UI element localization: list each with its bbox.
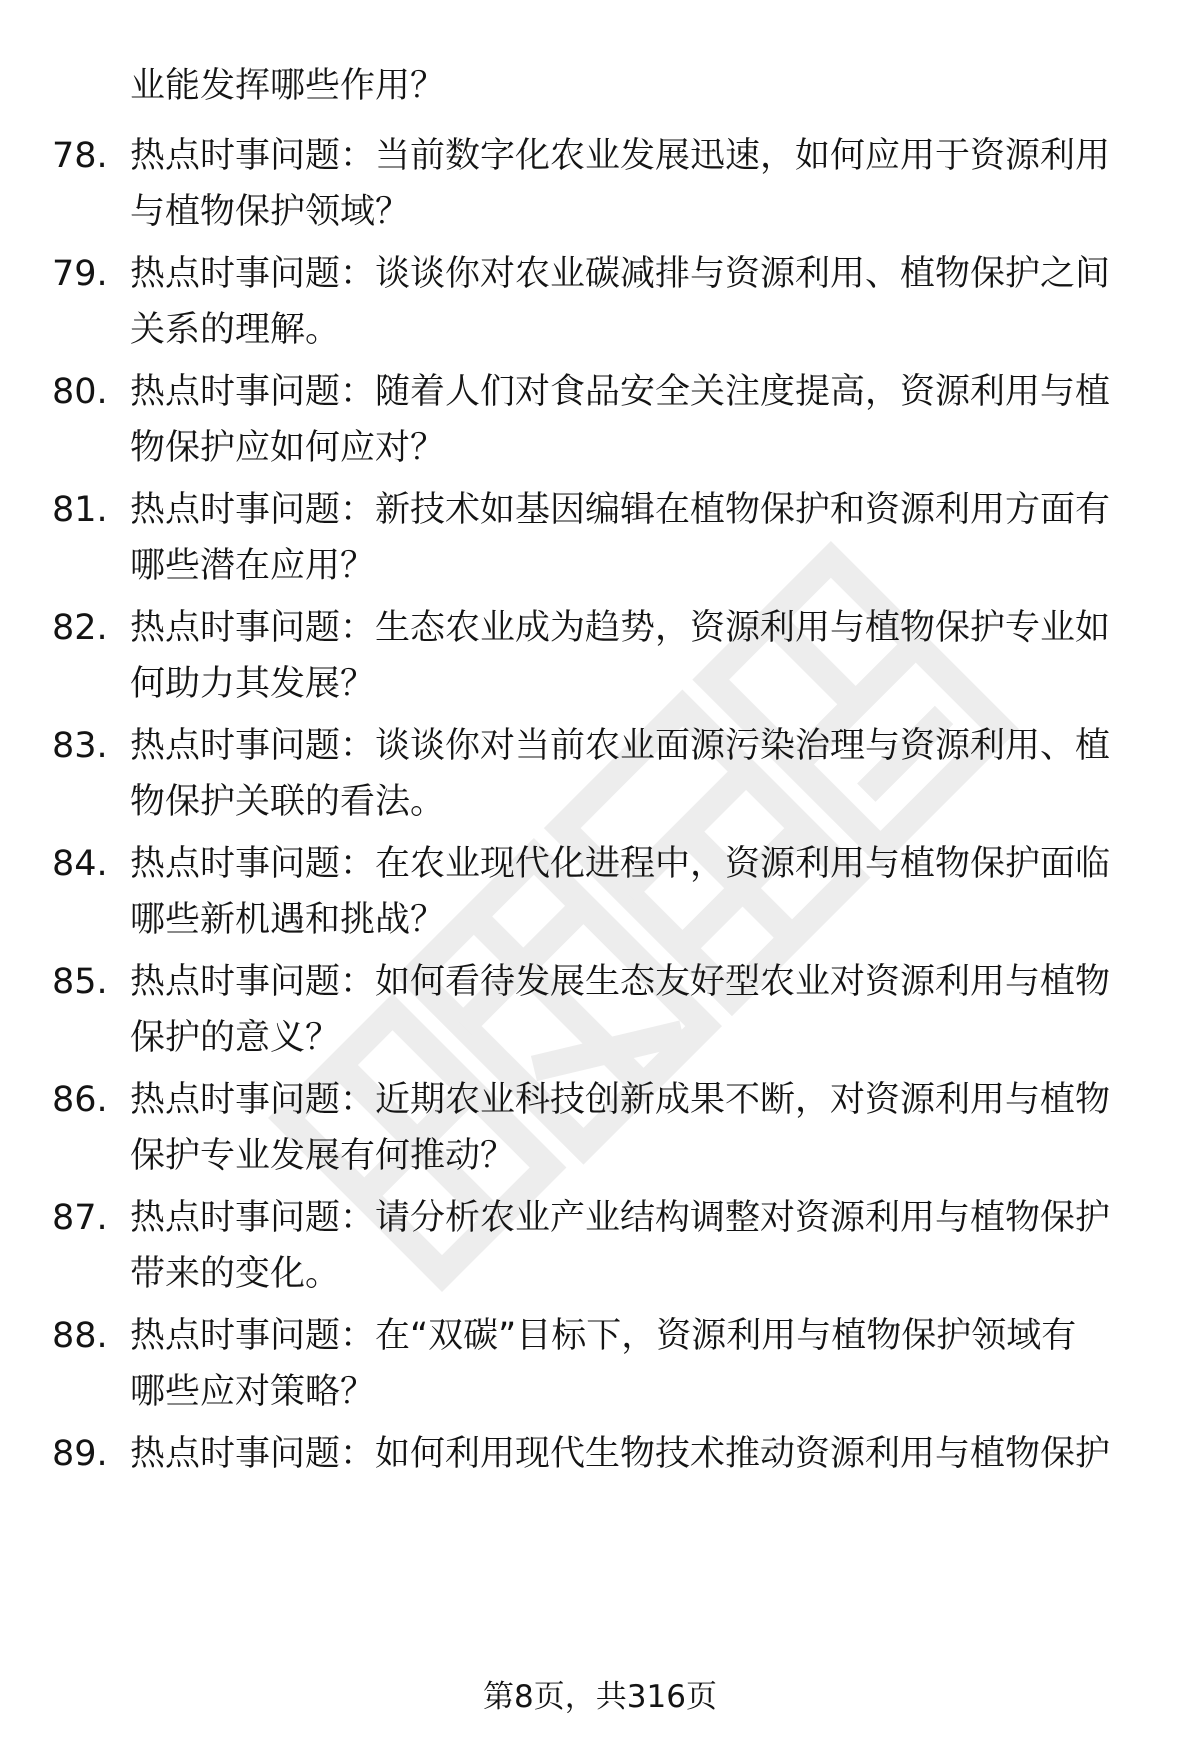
item-line: 关系的理解。 bbox=[130, 310, 341, 350]
item-line: 何助力其发展？ bbox=[130, 664, 376, 704]
item-number: 78. bbox=[52, 136, 108, 176]
item-number: 82. bbox=[52, 608, 108, 648]
continuation-text: 业能发挥哪些作用？ bbox=[130, 66, 446, 106]
item-line: 物保护应如何应对？ bbox=[130, 428, 446, 468]
item-number: 85. bbox=[52, 962, 108, 1002]
item-line: 热点时事问题：近期农业科技创新成果不断，对资源利用与植物 bbox=[130, 1080, 1111, 1120]
item-line: 热点时事问题：随着人们对食品安全关注度提高，资源利用与植 bbox=[130, 372, 1111, 412]
item-number: 83. bbox=[52, 726, 108, 766]
page-number-footer: 第8页，共316页 bbox=[483, 1679, 717, 1715]
item-line: 热点时事问题：在“双碳”目标下，资源利用与植物保护领域有 bbox=[130, 1316, 1077, 1356]
item-number: 89. bbox=[52, 1434, 108, 1474]
item-number: 87. bbox=[52, 1198, 108, 1238]
item-number: 86. bbox=[52, 1080, 108, 1120]
item-number: 79. bbox=[52, 254, 108, 294]
item-line: 热点时事问题：如何利用现代生物技术推动资源利用与植物保护 bbox=[130, 1434, 1111, 1474]
item-line: 与植物保护领域？ bbox=[130, 192, 411, 232]
item-line: 哪些应对策略？ bbox=[130, 1372, 376, 1412]
item-line: 热点时事问题：请分析农业产业结构调整对资源利用与植物保护 bbox=[130, 1198, 1111, 1238]
item-line: 哪些潜在应用？ bbox=[130, 546, 376, 586]
item-line: 热点时事问题：当前数字化农业发展迅速，如何应用于资源利用 bbox=[130, 136, 1111, 176]
item-number: 81. bbox=[52, 490, 108, 530]
item-line: 热点时事问题：谈谈你对农业碳减排与资源利用、植物保护之间 bbox=[130, 254, 1111, 294]
item-number: 80. bbox=[52, 372, 108, 412]
item-line: 热点时事问题：生态农业成为趋势，资源利用与植物保护专业如 bbox=[130, 608, 1111, 648]
item-line: 保护专业发展有何推动？ bbox=[130, 1136, 516, 1176]
item-line: 热点时事问题：谈谈你对当前农业面源污染治理与资源利用、植 bbox=[130, 726, 1111, 766]
item-line: 物保护关联的看法。 bbox=[130, 782, 446, 822]
item-line: 热点时事问题：在农业现代化进程中，资源利用与植物保护面临 bbox=[130, 844, 1111, 884]
item-number: 88. bbox=[52, 1316, 108, 1356]
item-line: 热点时事问题：新技术如基因编辑在植物保护和资源利用方面有 bbox=[130, 490, 1111, 530]
item-line: 保护的意义？ bbox=[130, 1018, 341, 1058]
item-line: 带来的变化。 bbox=[130, 1254, 341, 1294]
item-line: 热点时事问题：如何看待发展生态友好型农业对资源利用与植物 bbox=[130, 962, 1111, 1002]
item-line: 哪些新机遇和挑战？ bbox=[130, 900, 446, 940]
item-number: 84. bbox=[52, 844, 108, 884]
